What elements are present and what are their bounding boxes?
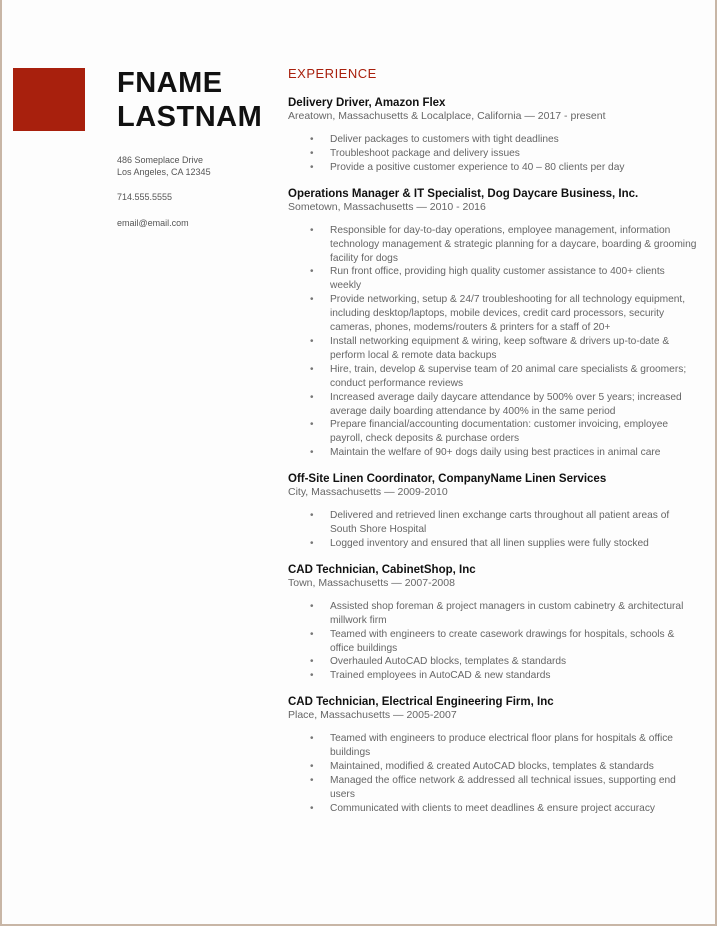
job-entry bbox=[288, 187, 698, 460]
job-bullets bbox=[288, 509, 698, 551]
bullet-item: • Prepare financial/accounting documentation: customer invoicing, employee payroll, check deposits & purchase orders bbox=[330, 418, 698, 446]
bullet-item: • Teamed with engineers to produce electrical floor plans for hospitals & office buildings bbox=[330, 732, 698, 760]
job-bullets bbox=[288, 732, 698, 815]
address-line-1: 486 Someplace Drive bbox=[117, 155, 204, 165]
email: email@email.com bbox=[117, 218, 189, 228]
job-title: CAD Technician, Electrical Engineering Firm, Inc bbox=[288, 696, 554, 709]
job-location-dates: Areatown, Massachusetts & Localplace, California — 2017 - present bbox=[288, 110, 606, 122]
bullet-item: • Hire, train, develop & supervise team of 20 animal care specialists & groomers; conduct performance reviews bbox=[330, 363, 698, 391]
bullet-item: • Increased average daily daycare attendance by 500% over 5 years; increased average daily boarding attendance by 400% in the same period bbox=[330, 391, 698, 419]
experience-section bbox=[288, 66, 698, 828]
bullet-item: • Logged inventory and ensured that all linen supplies were fully stocked bbox=[330, 537, 698, 551]
bullet-item: • Responsible for day-to-day operations, employee management, information technology management & strategic planning for a daycare, boarding & grooming facility for dogs bbox=[330, 224, 698, 266]
job-bullets bbox=[288, 600, 698, 683]
job-entry bbox=[288, 96, 698, 175]
bullet-item: • Managed the office network & addressed all technical issues, supporting end users bbox=[330, 774, 698, 802]
bullet-item: • Install networking equipment & wiring, keep software & drivers up-to-date & perform local & remote data backups bbox=[330, 335, 698, 363]
job-title: Delivery Driver, Amazon Flex bbox=[288, 97, 446, 109]
address-line-2: Los Angeles, CA 12345 bbox=[117, 167, 211, 177]
job-title: Off-Site Linen Coordinator, CompanyName Linen Services bbox=[288, 473, 607, 486]
bullet-item: • Provide networking, setup & 24/7 troubleshooting for all technology equipment, including desktop/laptops, mobile devices, credit card processors, security cameras, phones, modems/routers & printers for a staff of 20+ bbox=[330, 293, 698, 335]
job-title: Operations Manager & IT Specialist, Dog Daycare Business, Inc. bbox=[288, 187, 639, 200]
address bbox=[117, 154, 211, 178]
bullet-item: • Troubleshoot package and delivery issues bbox=[330, 147, 698, 161]
bullet-item: • Overhauled AutoCAD blocks, templates & standards bbox=[330, 655, 698, 669]
name-line-1: FNAME bbox=[117, 67, 223, 99]
candidate-name bbox=[117, 66, 262, 134]
job-title: CAD Technician, CabinetShop, Inc bbox=[288, 563, 476, 576]
bullet-item: • Assisted shop foreman & project managers in custom cabinetry & architectural millwork firm bbox=[330, 600, 698, 628]
bullet-item: • Run front office, providing high quality customer assistance to 400+ clients weekly bbox=[330, 265, 698, 293]
name-line-2: LASTNAM bbox=[117, 101, 263, 133]
job-location-dates: Place, Massachusetts — 2005-2007 bbox=[288, 709, 457, 722]
job-location-dates: Sometown, Massachusetts — 2010 - 2016 bbox=[288, 200, 486, 213]
job-bullets bbox=[288, 224, 698, 460]
bullet-item: • Maintain the welfare of 90+ dogs daily using best practices in animal care bbox=[330, 446, 698, 460]
bullet-item: • Deliver packages to customers with tight deadlines bbox=[330, 133, 698, 147]
job-entry bbox=[288, 472, 698, 551]
bullet-item: • Maintained, modified & created AutoCAD blocks, templates & standards bbox=[330, 760, 698, 774]
bullet-item: • Trained employees in AutoCAD & new standards bbox=[330, 669, 698, 683]
job-entry bbox=[288, 563, 698, 683]
phone: 714.555.5555 bbox=[117, 192, 173, 202]
bullet-item: • Communicated with clients to meet deadlines & ensure project accuracy bbox=[330, 802, 698, 816]
accent-block bbox=[13, 68, 85, 131]
job-location-dates: City, Massachusetts — 2009-2010 bbox=[288, 486, 448, 499]
job-bullets bbox=[288, 133, 698, 175]
job-location-dates: Town, Massachusetts — 2007-2008 bbox=[288, 576, 455, 589]
bullet-item: • Delivered and retrieved linen exchange carts throughout all patient areas of South Shore Hospital bbox=[330, 509, 698, 537]
bullet-item: • Provide a positive customer experience to 40 – 80 clients per day bbox=[330, 161, 698, 175]
job-entry bbox=[288, 695, 698, 815]
bullet-item: • Teamed with engineers to create casework drawings for hospitals, schools & office buildings bbox=[330, 628, 698, 656]
section-title-experience: EXPERIENCE bbox=[288, 66, 377, 81]
